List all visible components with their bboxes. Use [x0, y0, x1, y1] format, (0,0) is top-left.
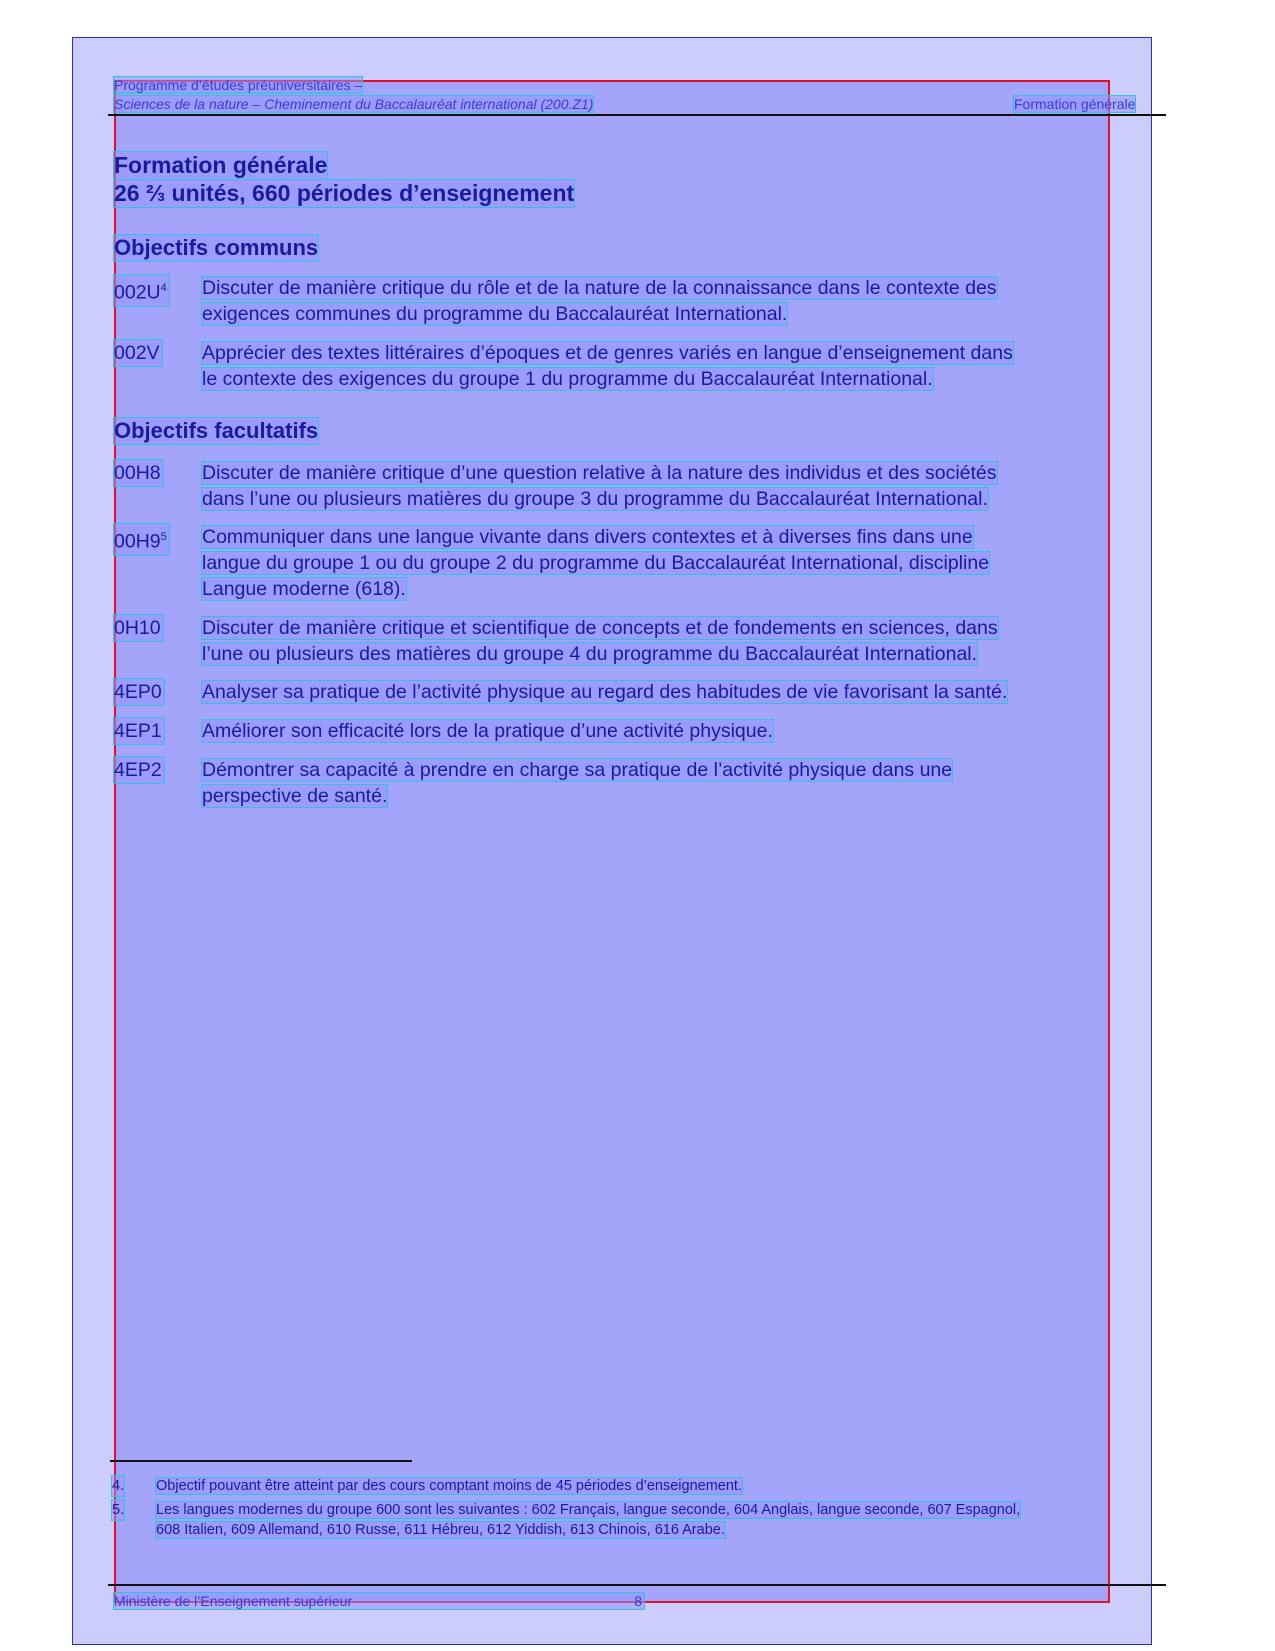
objective-text-line: dans l’une ou plusieurs matières du groupe 3 du programme du Baccalauréat International. [202, 488, 988, 510]
footnote-rule [110, 1460, 412, 1462]
footnote-text-line: 608 Italien, 609 Allemand, 610 Russe, 611 Hébreu, 612 Yiddish, 613 Chinois, 616 Arabe. [156, 1522, 725, 1538]
header-program-name: Sciences de la nature – Cheminement du Baccalauréat international (200.Z1) [114, 96, 594, 112]
objective-text-line: perspective de santé. [202, 785, 388, 807]
objective-text-line: Apprécier des textes littéraires d’époques et de genres variés en langue d’enseignement dans [202, 342, 1013, 364]
objective-code: $002U^4$ [114, 275, 169, 306]
objective-text-line: Démontrer sa capacité à prendre en charge sa pratique de l’activité physique dans une [202, 759, 953, 781]
objective-code: $00H9^5$ [114, 524, 169, 555]
page-subtitle: 26 ⅔ unités, 660 périodes d’enseignement [114, 180, 575, 206]
objective-code: 4EP0 [114, 681, 162, 703]
objective-text-line: Langue moderne (618). [202, 578, 406, 600]
objective-code: 4EP2 [114, 759, 162, 781]
objective-text-line: Analyser sa pratique de l’activité physique au regard des habitudes de vie favorisant la santé. [202, 681, 1008, 703]
objective-code: 00H8 [114, 462, 161, 484]
objective-code: 0H10 [114, 617, 161, 639]
section-heading-optional: Objectifs facultatifs [114, 418, 319, 443]
footnote-number: 5. [112, 1502, 125, 1518]
page-number: 8 [634, 1593, 642, 1609]
objective-code: 4EP1 [114, 720, 162, 742]
objective-text-line: le contexte des exigences du groupe 1 du programme du Baccalauréat International. [202, 368, 933, 390]
header-section-label: Formation générale [1014, 96, 1136, 112]
objective-text-line: Communiquer dans une langue vivante dans divers contextes et à diverses fins dans une [202, 526, 973, 548]
footnote-text-line: Les langues modernes du groupe 600 sont les suivantes : 602 Français, langue seconde, 604 Anglais, langue seconde, 607 Espagnol, [156, 1502, 1021, 1518]
section-heading-common: Objectifs communs [114, 235, 319, 260]
objective-text-line: langue du groupe 1 ou du groupe 2 du programme du Baccalauréat International, discipline [202, 552, 990, 574]
objective-text-line: l’une ou plusieurs des matières du groupe 4 du programme du Baccalauréat International. [202, 643, 978, 665]
footnote-number: 4. [112, 1478, 125, 1494]
objective-text-line: Discuter de manière critique d’une question relative à la nature des individus et des sociétés [202, 462, 997, 484]
footnote-text-line: Objectif pouvant être atteint par des cours comptant moins de 45 périodes d’enseignement. [156, 1478, 742, 1494]
objective-code: 002V [114, 342, 160, 364]
footer-ministry: Ministère de l’Enseignement supérieur 8 [114, 1593, 642, 1609]
footer-rule [108, 1584, 1166, 1586]
objective-text-line: Améliorer son efficacité lors de la pratique d’une activité physique. [202, 720, 773, 742]
header-program-line: Programme d’études préuniversitaires – [114, 77, 363, 93]
objective-text-line: Discuter de manière critique et scientifique de concepts et de fondements en sciences, dans [202, 617, 998, 639]
objective-text-line: exigences communes du programme du Baccalauréat International. [202, 303, 788, 325]
header-rule [108, 114, 1166, 116]
objective-text-line: Discuter de manière critique du rôle et de la nature de la connaissance dans le contexte des [202, 277, 997, 299]
page-title: Formation générale [114, 152, 328, 178]
